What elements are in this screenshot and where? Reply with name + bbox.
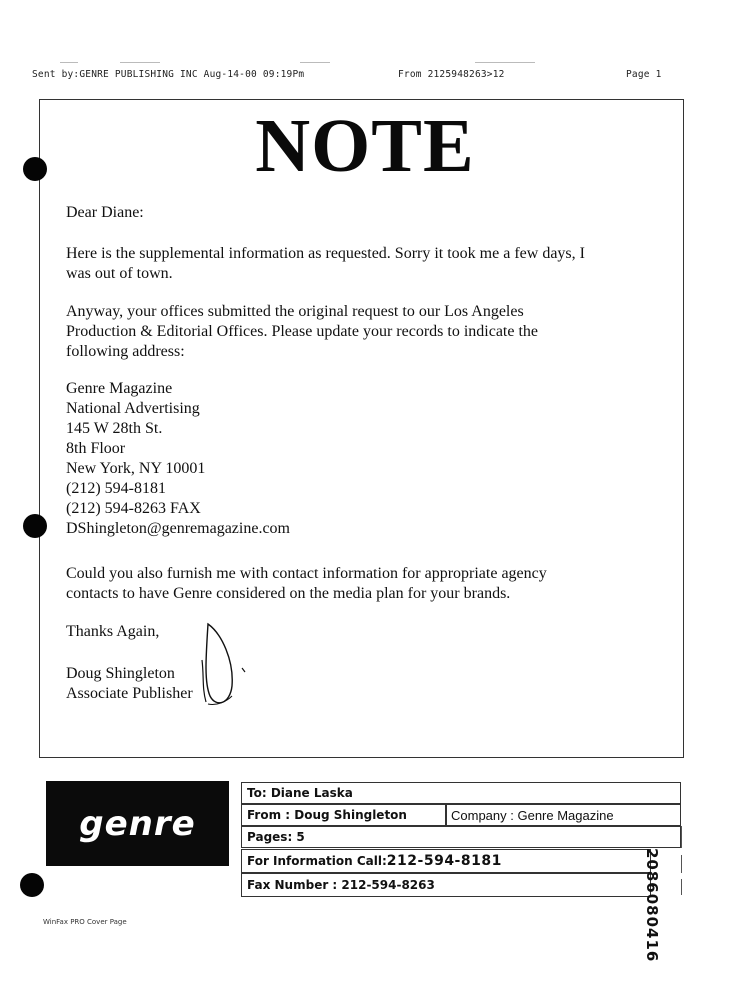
cover-to-row bbox=[241, 782, 681, 804]
handwritten-signature bbox=[194, 616, 274, 711]
letter-paragraph-2 bbox=[66, 302, 676, 362]
cover-to: To: Diane Laska bbox=[247, 786, 353, 800]
letter-paragraph-1 bbox=[66, 244, 676, 284]
letter-signoff bbox=[66, 664, 676, 704]
edge-tick bbox=[681, 879, 682, 895]
edge-tick bbox=[681, 855, 682, 873]
paragraph-1-line-2: was out of town. bbox=[66, 265, 173, 282]
paragraph-1-line-1: Here is the supplemental information as requested. Sorry it took me a few days, I bbox=[66, 245, 585, 262]
document-id: 2086080416 bbox=[643, 848, 661, 963]
closing-text: Thanks Again, bbox=[66, 623, 160, 640]
mailing-address-block bbox=[66, 379, 676, 539]
cover-fax-number: Fax Number : 212-594-8263 bbox=[247, 878, 435, 892]
fax-sent-by: Sent by:GENRE PUBLISHING INC Aug-14-00 09:19Pm bbox=[32, 69, 305, 80]
signer-name: Doug Shingleton bbox=[66, 665, 175, 682]
address-email: DShingleton@genremagazine.com bbox=[66, 520, 290, 537]
paragraph-2-line-1: Anyway, your offices submitted the original request to our Los Angeles bbox=[66, 303, 524, 320]
punch-hole-bottom bbox=[20, 873, 44, 897]
address-line: 145 W 28th St. bbox=[66, 420, 163, 437]
genre-logo-text: genre bbox=[79, 803, 196, 844]
address-line: New York, NY 10001 bbox=[66, 460, 206, 477]
letter-closing bbox=[66, 622, 676, 642]
cover-fax-row bbox=[241, 873, 651, 897]
cover-info-label: For Information Call: bbox=[247, 854, 387, 868]
paragraph-3-line-1: Could you also furnish me with contact information for appropriate agency bbox=[66, 565, 547, 582]
cover-from-row bbox=[241, 804, 446, 826]
address-phone: (212) 594-8181 bbox=[66, 480, 166, 497]
cover-pages: Pages: 5 bbox=[247, 830, 305, 844]
punch-hole-middle bbox=[23, 514, 47, 538]
fax-page-number: Page 1 bbox=[626, 69, 662, 80]
address-line: 8th Floor bbox=[66, 440, 126, 457]
note-title: NOTE bbox=[255, 104, 475, 188]
address-fax: (212) 594-8263 FAX bbox=[66, 500, 201, 517]
address-line: National Advertising bbox=[66, 400, 200, 417]
letter-paragraph-3 bbox=[66, 564, 676, 604]
cover-pages-row bbox=[241, 826, 681, 848]
genre-logo bbox=[46, 781, 229, 866]
address-line: Genre Magazine bbox=[66, 380, 173, 397]
letter-salutation bbox=[66, 203, 676, 223]
cover-company: Company : Genre Magazine bbox=[451, 807, 614, 823]
paragraph-2-line-3: following address: bbox=[66, 343, 185, 360]
cover-info-number: 212-594-8181 bbox=[386, 853, 502, 869]
signer-title: Associate Publisher bbox=[66, 685, 193, 702]
fax-from-number: From 2125948263>12 bbox=[398, 69, 505, 80]
punch-hole-top bbox=[23, 157, 47, 181]
salutation-text: Dear Diane: bbox=[66, 204, 144, 221]
paragraph-3-line-2: contacts to have Genre considered on the media plan for your brands. bbox=[66, 585, 511, 602]
paragraph-2-line-2: Production & Editorial Offices. Please update your records to indicate the bbox=[66, 323, 539, 340]
cover-info-row bbox=[241, 849, 651, 873]
winfax-footer: WinFax PRO Cover Page bbox=[43, 918, 127, 926]
edge-tick bbox=[681, 826, 682, 848]
cover-company-cell bbox=[446, 804, 681, 826]
cover-from: From : Doug Shingleton bbox=[247, 808, 407, 822]
